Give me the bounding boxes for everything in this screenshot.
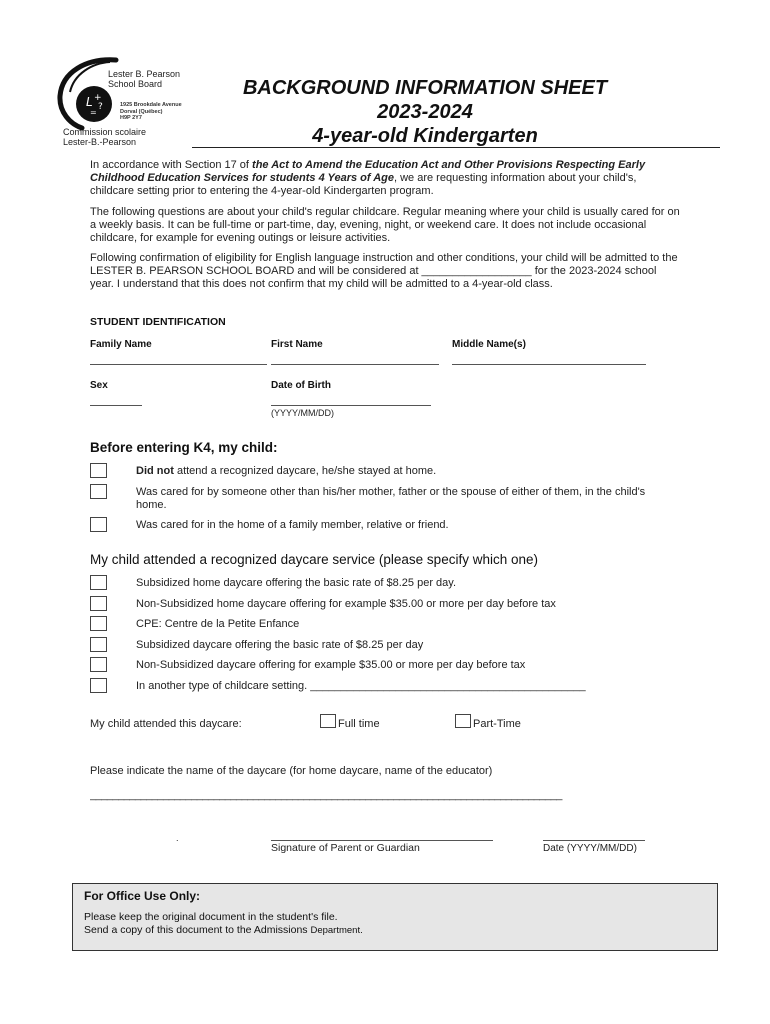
title-divider: [192, 147, 720, 148]
family-name-label: Family Name: [90, 339, 152, 350]
logo-french-name: Commission scolaire Lester-B.-Pearson: [63, 127, 147, 147]
office-use-title: For Office Use Only:: [84, 889, 201, 903]
first-name-field[interactable]: [271, 364, 439, 365]
daycare-option-label: Subsidized daycare offering the basic rate of $8.25 per day: [136, 639, 424, 651]
eligibility-paragraph: Following confirmation of eligibility for English language instruction and other conditions, your child will be admitted to the LESTER B. PEARSON SCHOOL BOARD and will be considered at __________________ for the 2023-2024 school year. I understand that this does not confirm that my child will be admitted to a 4-year-old class.: [90, 252, 678, 290]
daycare-option-label: CPE: Centre de la Petite Enfance: [136, 618, 300, 630]
date-of-birth-label: Date of Birth: [271, 380, 331, 391]
before-k4-heading: Before entering K4, my child:: [90, 440, 278, 455]
daycare-option-label: Non-Subsidized home daycare offering for example $35.00 or more per day before tax: [136, 598, 556, 610]
attended-daycare-label: My child attended this daycare:: [90, 718, 242, 730]
school-year: 2023-2024: [377, 101, 473, 123]
logo-address: 1925 Brookdale Avenue Dorval (Québec) H9P 2Y7: [120, 102, 182, 121]
cpe-checkbox[interactable]: [90, 616, 107, 631]
date-of-birth-field[interactable]: [271, 405, 431, 406]
family-name-field[interactable]: [90, 364, 267, 365]
subsidized-home-daycare-checkbox[interactable]: [90, 575, 107, 590]
daycare-heading: My child attended a recognized daycare service (please specify which one): [90, 552, 538, 567]
office-instruction-1: Please keep the original document in the student's file.: [84, 911, 338, 923]
logo-board-name: Lester B. Pearson School Board: [108, 69, 181, 89]
svg-text:?: ?: [98, 102, 103, 112]
first-name-label: First Name: [271, 339, 323, 350]
signature-label: Signature of Parent or Guardian: [271, 842, 420, 854]
stray-dot: .: [176, 833, 179, 843]
student-identification-heading: STUDENT IDENTIFICATION: [90, 316, 226, 328]
part-time-checkbox[interactable]: [455, 714, 471, 728]
office-instruction-2: Send a copy of this document to the Admissions Department.: [84, 924, 363, 936]
signature-field[interactable]: [271, 840, 493, 841]
did-not-attend-checkbox[interactable]: [90, 463, 107, 478]
other-childcare-checkbox[interactable]: [90, 678, 107, 693]
daycare-name-field[interactable]: ____________________________________________________________________________________: [90, 789, 562, 801]
cared-in-child-home-checkbox[interactable]: [90, 484, 107, 499]
intro-paragraph: In accordance with Section 17 of the Act to Amend the Education Act and Other Provisions Respecting Early Childhood Education Services for students 4 Years of Age, we are requesting information about your child's, childcare setting prior to entering the 4-year-old Kindergarten program.: [90, 159, 646, 197]
daycare-option-label: Non-Subsidized daycare offering for example $35.00 or more per day before tax: [136, 659, 526, 671]
full-time-label: Full time: [338, 718, 380, 730]
date-field[interactable]: [543, 840, 645, 841]
cared-in-child-home-label: Was cared for by someone other than his/her mother, father or the spouse of either of them, in the child's home.: [136, 486, 646, 511]
cared-by-family-label: Was cared for in the home of a family member, relative or friend.: [136, 519, 449, 531]
date-of-birth-format: (YYYY/MM/DD): [271, 408, 334, 418]
svg-text:+: +: [94, 93, 102, 103]
date-label: Date (YYYY/MM/DD): [543, 843, 637, 854]
svg-text:L: L: [86, 95, 93, 109]
full-time-checkbox[interactable]: [320, 714, 336, 728]
daycare-name-prompt: Please indicate the name of the daycare (for home daycare, name of the educator): [90, 765, 493, 777]
middle-names-label: Middle Name(s): [452, 339, 526, 350]
non-subsidized-daycare-checkbox[interactable]: [90, 657, 107, 672]
subsidized-daycare-checkbox[interactable]: [90, 637, 107, 652]
program-name: 4-year-old Kindergarten: [312, 125, 538, 147]
document-title: BACKGROUND INFORMATION SHEET: [242, 77, 608, 99]
non-subsidized-home-daycare-checkbox[interactable]: [90, 596, 107, 611]
sex-label: Sex: [90, 380, 108, 391]
sex-field[interactable]: [90, 405, 142, 406]
daycare-option-label: Subsidized home daycare offering the basic rate of $8.25 per day.: [136, 577, 457, 589]
did-not-attend-label: Did not attend a recognized daycare, he/she stayed at home.: [136, 465, 437, 477]
cared-by-family-checkbox[interactable]: [90, 517, 107, 532]
svg-text:=: =: [90, 108, 97, 117]
childcare-definition-paragraph: The following questions are about your child's regular childcare. Regular meaning where your child is usually cared for on a weekly basis. It can be full-time or part-time, day, evening, night, or weekend care. It does not include occasional childcare, for example for evening outings or leisure activities.: [90, 206, 680, 244]
part-time-label: Part-Time: [473, 718, 521, 730]
middle-names-field[interactable]: [452, 364, 646, 365]
daycare-option-label: In another type of childcare setting. _____________________________________________: [136, 680, 586, 692]
